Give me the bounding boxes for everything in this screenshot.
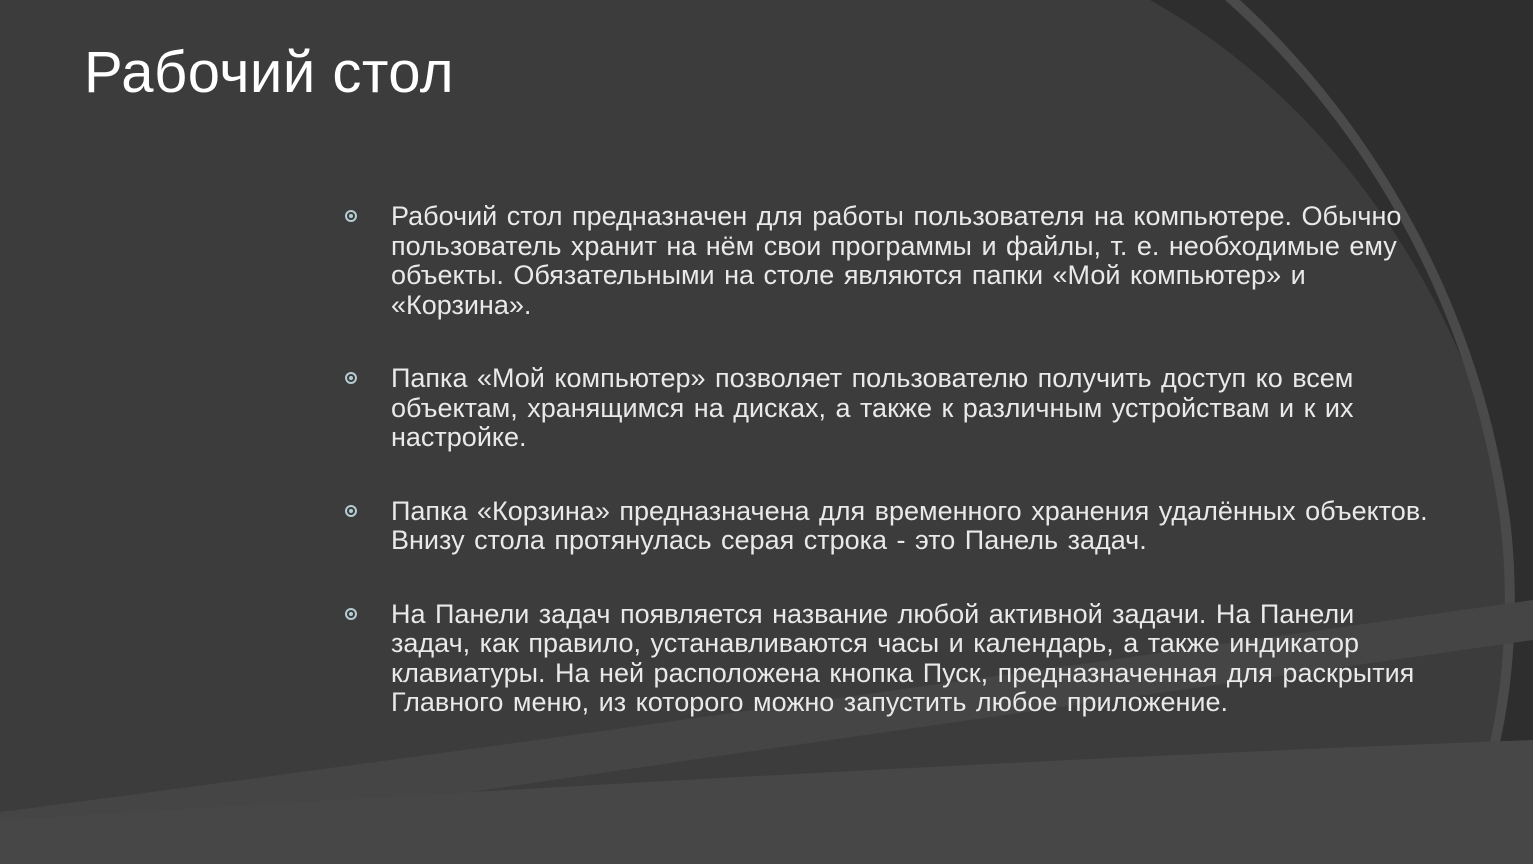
bullet-item xyxy=(340,202,1440,320)
bullet-text: На Панели задач появляется название любой активной задачи. На Панели задач, как правило, устанавливаются часы и календарь, а также индикатор клавиатуры. На ней расположена кнопка Пуск, предназначенная для раскрытия Главного меню, из которого можно запустить любое приложение. xyxy=(391,598,1415,717)
circle-bullet-icon xyxy=(345,608,357,620)
bullet-text: Папка «Корзина» предназначена для временного хранения удалённых объектов. Внизу стола протянулась серая строка - это Панель задач. xyxy=(391,495,1428,555)
bullet-text: Рабочий стол предназначен для работы пользователя на компьютере. Обычно пользователь хранит на нём свои программы и файлы, т. е. необходимые ему объекты. Обязательными на столе являются папки «Мой компьютер» и «Корзина». xyxy=(391,201,1402,320)
bullet-list xyxy=(340,202,1440,718)
bullet-item xyxy=(340,600,1440,718)
slide-title: Рабочий стол xyxy=(84,40,455,105)
bullet-item xyxy=(340,364,1440,453)
bullet-text: Папка «Мой компьютер» позволяет пользователю получить доступ ко всем объектам, хранящимся на дисках, а также к различным устройствам и к их настройке. xyxy=(391,363,1354,452)
circle-bullet-icon xyxy=(345,210,357,222)
bullet-item xyxy=(340,497,1440,556)
circle-bullet-icon xyxy=(345,372,357,384)
circle-bullet-icon xyxy=(345,505,357,517)
